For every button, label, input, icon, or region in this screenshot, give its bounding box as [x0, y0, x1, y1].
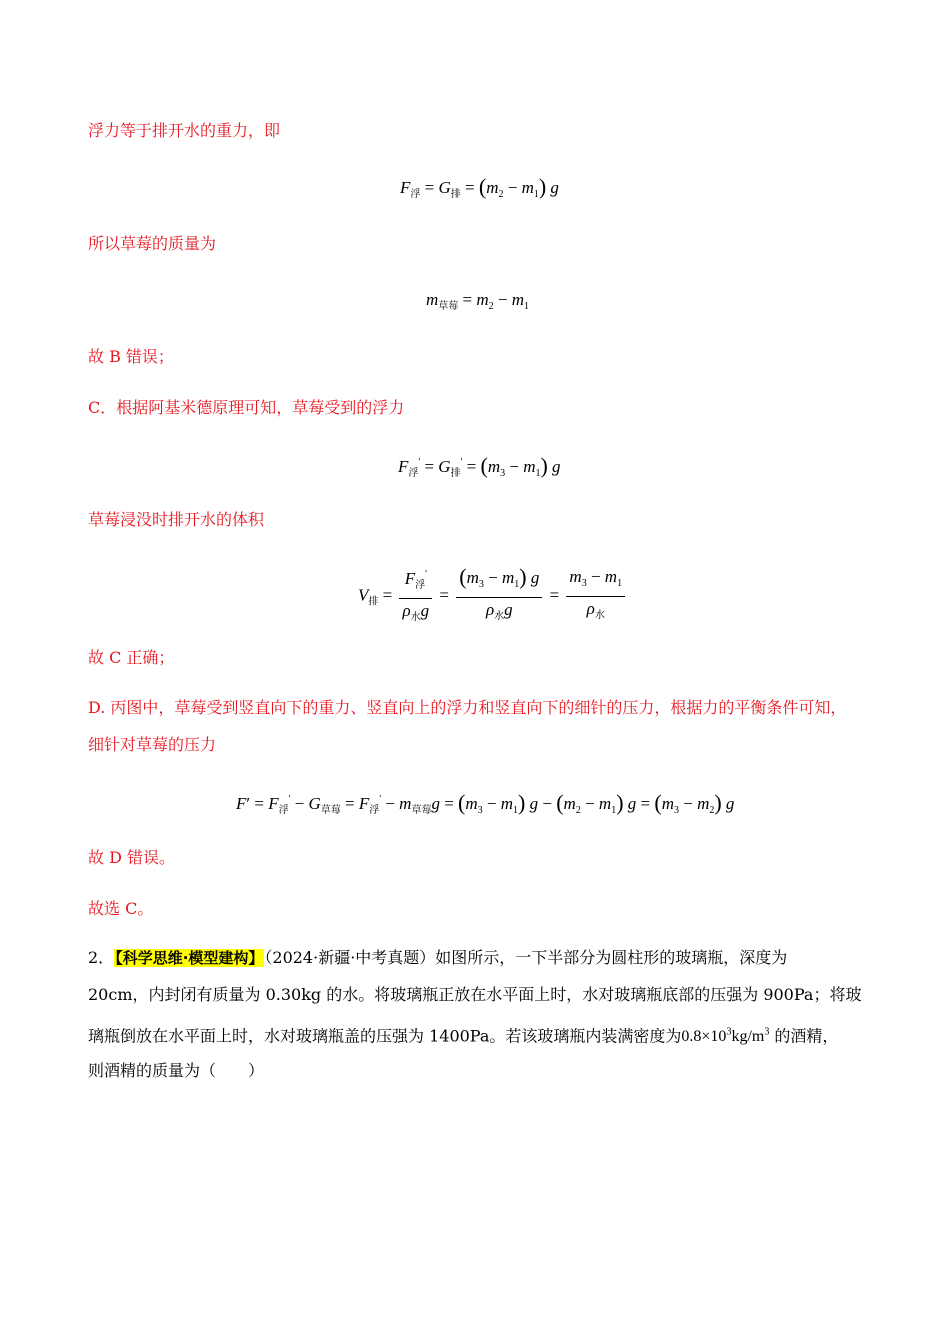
- answer-line-mass: 所以草莓的质量为: [88, 234, 217, 253]
- equation-buoyancy: $F_浮 = G_排 = (m_2 - m_1)$ g: [400, 174, 559, 200]
- answer-line-c-correct: 故 C 正确；: [88, 648, 175, 667]
- answer-line-needle-force: 细针对草莓的压力: [88, 735, 217, 754]
- equation-buoyancy-c: $F_浮' = G_排' = (m_3 - m_1)$ g: [398, 453, 561, 479]
- answer-line-option-c: C．根据阿基米德原理可知，草莓受到的浮力: [88, 398, 405, 417]
- question-2-line-4: 则酒精的质量为（ ）: [88, 1061, 265, 1080]
- density-base: 0.8×10: [681, 1028, 727, 1046]
- density-value: [681, 1028, 769, 1045]
- question-text: 的酒精，: [769, 1026, 839, 1046]
- answer-line-buoyancy: 浮力等于排开水的重力，即: [88, 121, 281, 140]
- question-tag: 【科学思维·模型建构】: [115, 949, 264, 967]
- question-text: 璃瓶倒放在水平面上时，水对玻璃瓶盖的压强为 1400Pa。若该玻璃瓶内装满密度为: [88, 1026, 682, 1046]
- question-2-line-3: [88, 1021, 838, 1049]
- density-unit: kg/m: [731, 1028, 765, 1046]
- question-2-line-1: [88, 946, 787, 970]
- equation-needle-force: $F' = F_浮' - G_{草莓} = F_浮' - m_{草莓}g = (m_3 - m_1) g - (m_2 - m_1) g = (m_3 - m_2)$ g: [236, 790, 735, 816]
- answer-line-volume: 草莓浸没时排开水的体积: [88, 510, 265, 529]
- answer-line-choose-c: 故选 C。: [88, 899, 154, 918]
- question-source: （2024·新疆·中考真题）: [264, 948, 436, 967]
- density-unit-exponent: 3: [764, 1027, 770, 1038]
- equation-volume: $V_排$ = $\frac{F_浮'}{\rho_水g}$ = $\frac{(m_3 - m_1) g}{\rho_水g}$ = $\frac{m_3 - m_1}{\rho_水}$: [358, 563, 628, 630]
- density-exponent: 3: [726, 1027, 732, 1038]
- answer-line-option-d: D. 丙图中，草莓受到竖直向下的重力、竖直向上的浮力和竖直向下的细针的压力，根据力的平衡条件可知，: [88, 698, 847, 717]
- answer-line-b-wrong: 故 B 错误；: [88, 347, 174, 366]
- equation-strawberry-mass: $m_{草莓} = m_2 - m_1$: [426, 290, 530, 312]
- question-number: 2．: [88, 948, 115, 967]
- question-2-line-2: 20cm，内封闭有质量为 0.30kg 的水。将玻璃瓶正放在水平面上时，水对玻璃瓶底部的压强为 900Pa；将玻: [88, 985, 862, 1004]
- question-text: 如图所示，一下半部分为圆柱形的玻璃瓶，深度为: [435, 948, 788, 967]
- answer-line-d-wrong: 故 D 错误。: [88, 848, 176, 867]
